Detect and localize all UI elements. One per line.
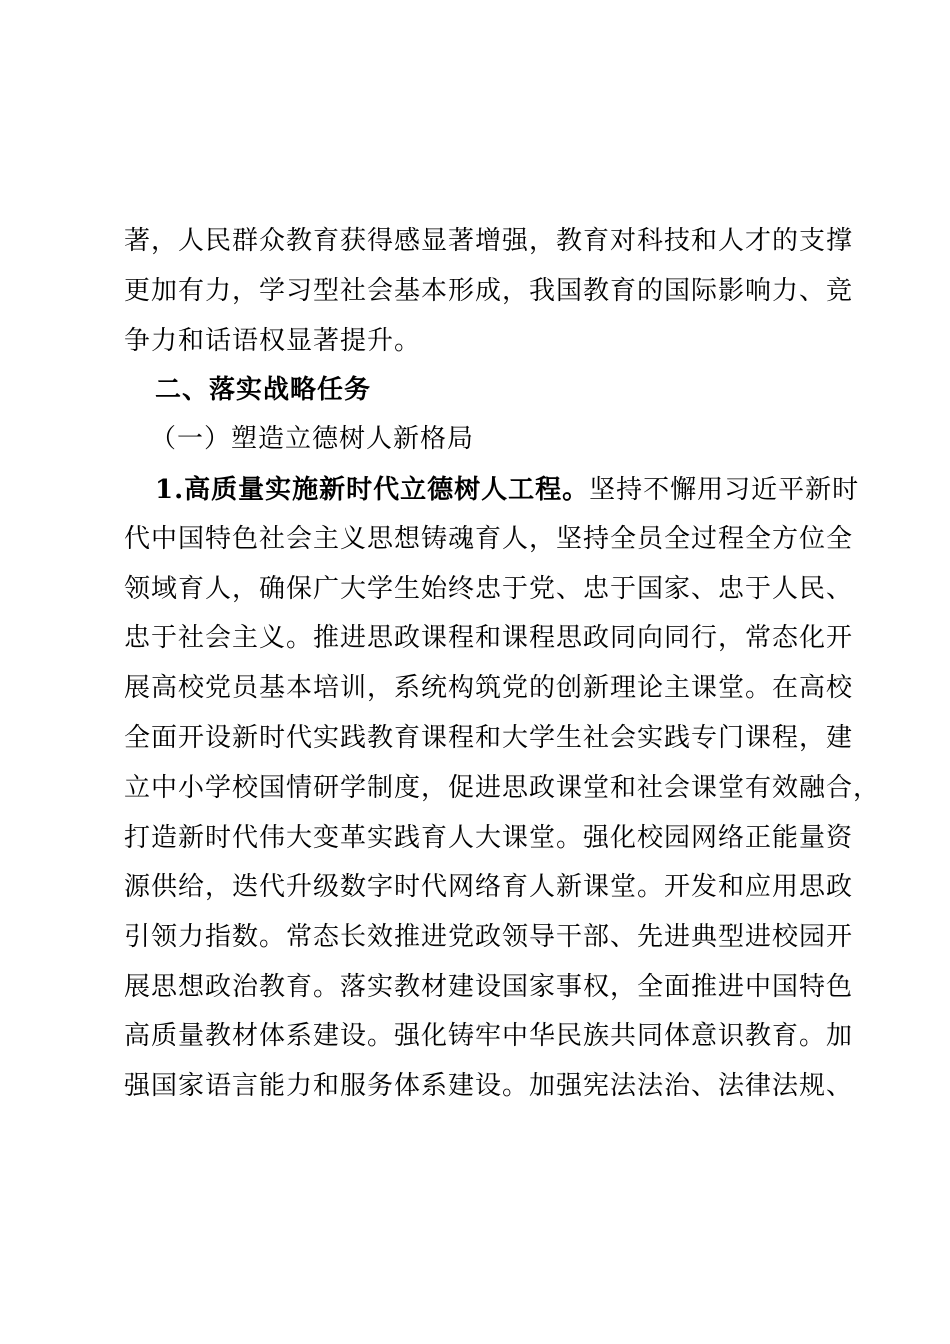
item1-line-3: 领域育人，确保广大学生始终忠于党、忠于国家、忠于人民、 xyxy=(124,574,854,604)
subsection-heading: （一）塑造立德树人新格局 xyxy=(150,424,475,454)
intro-line-2: 更加有力，学习型社会基本形成，我国教育的国际影响力、竞 xyxy=(124,276,854,306)
item1-first-line-rest: 坚持不懈用习近平新时 xyxy=(589,475,860,505)
item1-line-10: 引领力指数。常态长效推进党政领导干部、先进典型进校园开 xyxy=(124,922,854,952)
item1-line-6: 全面开设新时代实践教育课程和大学生社会实践专门课程，建 xyxy=(124,723,854,753)
item1-line-4: 忠于社会主义。推进思政课程和课程思政同向同行，常态化开 xyxy=(124,623,854,653)
item1-line-2: 代中国特色社会主义思想铸魂育人，坚持全员全过程全方位全 xyxy=(124,524,854,554)
item1-line-8: 打造新时代伟大变革实践育人大课堂。强化校园网络正能量资 xyxy=(124,823,854,853)
item1-line-7: 立中小学校国情研学制度，促进思政课堂和社会课堂有效融合， xyxy=(124,773,881,803)
item1-line-11: 展思想政治教育。落实教材建设国家事权，全面推进中国特色 xyxy=(124,972,854,1002)
item1-first-line xyxy=(155,474,950,506)
item1-line-5: 展高校党员基本培训，系统构筑党的创新理论主课堂。在高校 xyxy=(124,673,854,703)
section-heading: 二、落实战略任务 xyxy=(155,375,372,405)
item1-line-12: 高质量教材体系建设。强化铸牢中华民族共同体意识教育。加 xyxy=(124,1021,854,1051)
intro-line-1: 著，人民群众教育获得感显著增强，教育对科技和人才的支撑 xyxy=(124,226,854,256)
item1-line-9: 源供给，迭代升级数字时代网络育人新课堂。开发和应用思政 xyxy=(124,872,854,902)
intro-line-3: 争力和话语权显著提升。 xyxy=(124,326,422,356)
item1-lead: 1.高质量实施新时代立德树人工程。 xyxy=(155,475,590,505)
item1-line-13: 强国家语言能力和服务体系建设。加强宪法法治、法律法规、 xyxy=(124,1071,854,1101)
